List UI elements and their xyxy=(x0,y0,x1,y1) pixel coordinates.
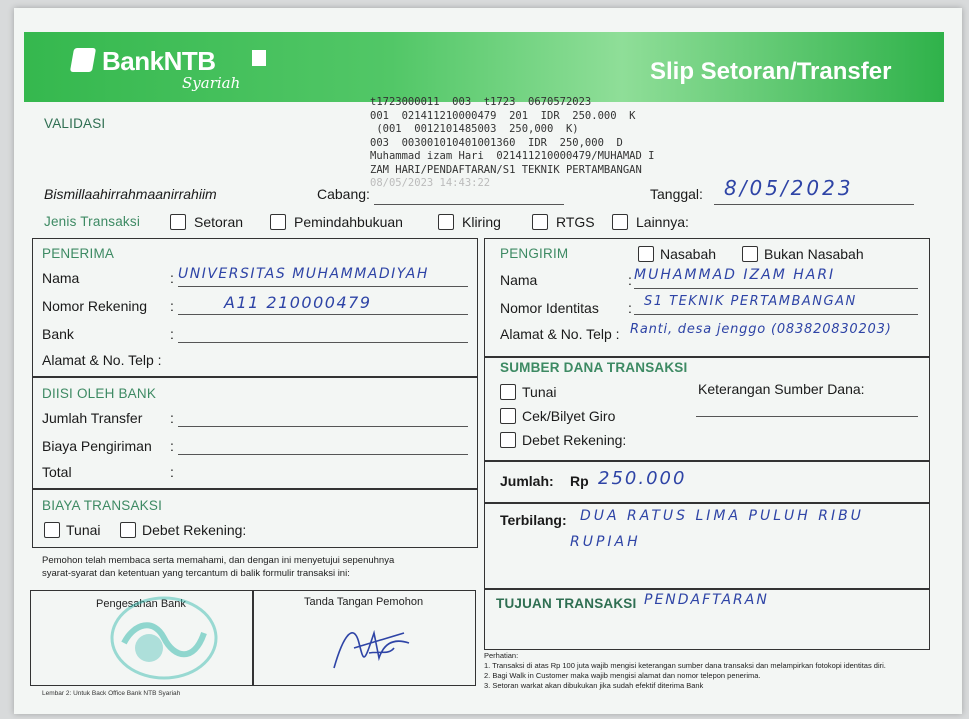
kliring-checkbox[interactable] xyxy=(438,214,454,230)
penerima-rekening-value: A11 210000479 xyxy=(224,293,372,312)
perhatian-item: 3. Setoran warkat akan dibukukan jika sudah efektif diterima Bank xyxy=(484,681,704,690)
terbilang-label: Terbilang: xyxy=(500,512,567,528)
biaya-debet-label: Debet Rekening: xyxy=(142,522,247,538)
validation-line: ZAM HARI/PENDAFTARAN/S1 TEKNIK PERTAMBANGAN xyxy=(370,163,642,176)
validation-label: VALIDASI xyxy=(44,116,106,131)
validation-line: (001 0012101485003 250,000 K) xyxy=(370,123,579,135)
logo-square-icon xyxy=(252,50,266,66)
cabang-label: Cabang: xyxy=(317,186,370,202)
pengirim-identitas-field[interactable] xyxy=(634,314,918,315)
penerima-title: PENERIMA xyxy=(42,246,115,261)
sumber-tunai-checkbox[interactable] xyxy=(500,384,516,400)
pengirim-nama-value: MUHAMMAD IZAM HARI xyxy=(634,267,836,283)
lainnya-option-label: Lainnya: xyxy=(636,214,689,230)
copy-note: Lembar 2: Untuk Back Office Bank NTB Syariah xyxy=(42,690,181,697)
validation-line: 08/05/2023 14:43:22 xyxy=(370,177,491,189)
sumber-debet-label: Debet Rekening: xyxy=(522,432,627,448)
sumber-cek-label: Cek/Bilyet Giro xyxy=(522,408,616,424)
slip-title: Slip Setoran/Transfer xyxy=(650,58,892,85)
pengirim-identitas-label: Nomor Identitas xyxy=(500,300,599,316)
colon: : xyxy=(170,438,174,454)
pengirim-alamat-value: Ranti, desa jenggo (083820830203) xyxy=(630,322,892,337)
penerima-bank-label: Bank xyxy=(42,326,74,342)
pengirim-nama-field[interactable] xyxy=(634,288,918,289)
perhatian-title: Perhatian: xyxy=(484,651,519,660)
nasabah-label: Nasabah xyxy=(660,246,717,262)
penerima-nama-value: UNIVERSITAS MUHAMMADIYAH xyxy=(178,266,429,282)
brand-name: BankNTB xyxy=(102,46,216,76)
tanggal-field[interactable] xyxy=(714,204,914,205)
bukan-nasabah-label: Bukan Nasabah xyxy=(764,246,864,262)
colon: : xyxy=(170,464,174,480)
statement-line: Pemohon telah membaca serta memahami, dan dengan ini menyetujui sepenuhnya xyxy=(42,555,395,566)
diisi-bank-title: DIISI OLEH BANK xyxy=(42,386,157,401)
logo-mark-icon xyxy=(70,48,96,72)
nasabah-checkbox[interactable] xyxy=(638,246,654,262)
brand-subtitle: Syariah xyxy=(182,74,241,92)
pemindahbukuan-checkbox[interactable] xyxy=(270,214,286,230)
validation-line: 001 021411210000479 201 IDR 250.000 K xyxy=(370,109,636,122)
setoran-checkbox[interactable] xyxy=(170,214,186,230)
penerima-rekening-field[interactable] xyxy=(178,314,468,315)
terbilang-line1: DUA RATUS LIMA PULUH RIBU xyxy=(580,508,864,524)
validation-line: 003 003001010401001360 IDR 250,000 D xyxy=(370,136,623,149)
total-label: Total xyxy=(42,464,72,480)
cabang-field[interactable] xyxy=(374,204,564,205)
biaya-transaksi-section xyxy=(32,488,478,548)
biaya-transaksi-title: BIAYA TRANSAKSI xyxy=(42,498,163,513)
colon: : xyxy=(170,410,174,426)
sumber-cek-checkbox[interactable] xyxy=(500,408,516,424)
colon: : xyxy=(170,326,174,342)
jumlah-currency: Rp xyxy=(570,473,589,489)
tanggal-value: 8/05/2023 xyxy=(724,176,854,200)
perhatian-notes xyxy=(484,651,924,691)
keterangan-sumber-field[interactable] xyxy=(696,416,918,417)
lainnya-checkbox[interactable] xyxy=(612,214,628,230)
terbilang-line2: RUPIAH xyxy=(570,534,641,550)
penerima-nama-label: Nama xyxy=(42,270,80,286)
tanda-tangan-label: Tanda Tangan Pemohon xyxy=(304,596,424,608)
kliring-option-label: Kliring xyxy=(462,214,501,230)
approval-statement xyxy=(42,554,394,580)
pengesahan-bank-label: Pengesahan Bank xyxy=(96,598,186,610)
pengirim-nama-label: Nama xyxy=(500,272,538,288)
colon: : xyxy=(628,300,632,316)
colon: : xyxy=(170,298,174,314)
jumlah-transfer-field[interactable] xyxy=(178,426,468,427)
biaya-tunai-label: Tunai xyxy=(66,522,101,538)
penerima-nama-field[interactable] xyxy=(178,286,468,287)
perhatian-item: 2. Bagi Walk in Customer maka wajib mengisi alamat dan nomor telepon penerima. xyxy=(484,671,761,680)
penerima-rekening-label: Nomor Rekening xyxy=(42,298,148,314)
biaya-pengiriman-label: Biaya Pengiriman xyxy=(42,438,152,454)
keterangan-sumber-label: Keterangan Sumber Dana: xyxy=(698,381,865,397)
sumber-dana-title: SUMBER DANA TRANSAKSI xyxy=(500,360,688,375)
validation-print xyxy=(370,96,654,191)
pemindahbukuan-option-label: Pemindahbukuan xyxy=(294,214,403,230)
statement-line: syarat-syarat dan ketentuan yang tercantum di balik formulir transaksi ini: xyxy=(42,568,350,579)
rtgs-option-label: RTGS xyxy=(556,214,595,230)
validation-line: t1723000011 003 t1723 0670572023 xyxy=(370,96,592,108)
rtgs-checkbox[interactable] xyxy=(532,214,548,230)
setoran-option-label: Setoran xyxy=(194,214,244,230)
biaya-debet-checkbox[interactable] xyxy=(120,522,136,538)
greeting: Bismillaahirrahmaanirrahiim xyxy=(44,186,217,202)
pengirim-identitas-value: S1 TEKNIK PERTAMBANGAN xyxy=(644,294,857,309)
biaya-pengiriman-field[interactable] xyxy=(178,454,468,455)
jumlah-value: 250.000 xyxy=(598,468,687,489)
colon: : xyxy=(170,270,174,286)
biaya-tunai-checkbox[interactable] xyxy=(44,522,60,538)
jumlah-transfer-label: Jumlah Transfer xyxy=(42,410,143,426)
colon: : xyxy=(628,272,632,288)
sumber-debet-checkbox[interactable] xyxy=(500,432,516,448)
tujuan-value: PENDAFTARAN xyxy=(644,592,769,608)
sumber-tunai-label: Tunai xyxy=(522,384,557,400)
pengirim-alamat-label: Alamat & No. Telp : xyxy=(500,326,620,342)
jumlah-label: Jumlah: xyxy=(500,473,554,489)
pengirim-title: PENGIRIM xyxy=(500,246,569,261)
jenis-transaksi-label: Jenis Transaksi xyxy=(44,214,141,229)
tanggal-label: Tanggal: xyxy=(650,186,703,202)
penerima-bank-field[interactable] xyxy=(178,342,468,343)
bukan-nasabah-checkbox[interactable] xyxy=(742,246,758,262)
perhatian-item: 1. Transaksi di atas Rp 100 juta wajib mengisi keterangan sumber dana transaksi dan melampirkan fotokopi identitas diri. xyxy=(484,661,886,670)
bank-logo xyxy=(72,44,292,94)
deposit-slip xyxy=(14,8,962,714)
tujuan-label: TUJUAN TRANSAKSI xyxy=(496,596,637,611)
bank-stamp-icon xyxy=(104,593,234,683)
validation-line: Muhammad izam Hari 021411210000479/MUHAMAD I xyxy=(370,150,655,162)
penerima-alamat-label: Alamat & No. Telp : xyxy=(42,352,162,368)
signature-icon xyxy=(324,613,424,673)
